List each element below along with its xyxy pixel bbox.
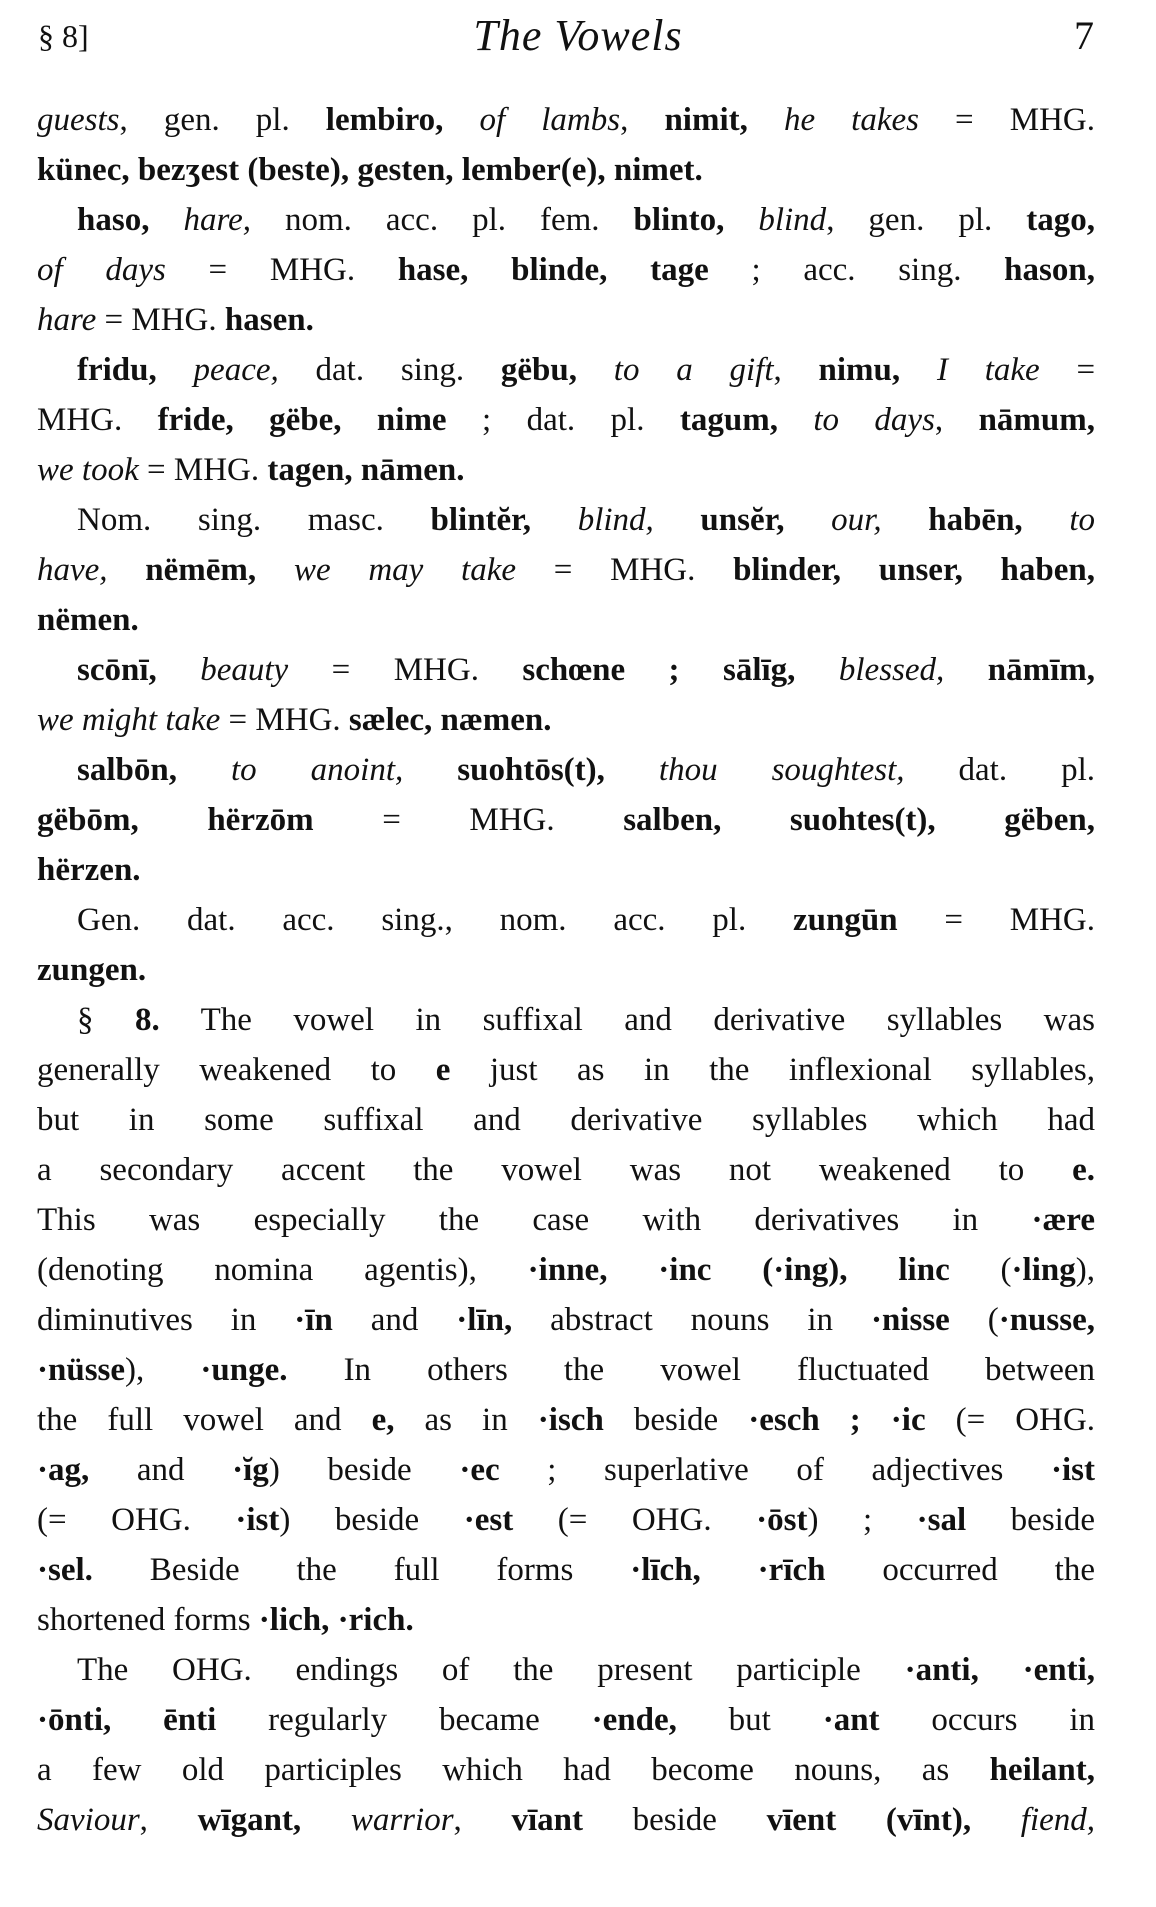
- text-line: [37, 645, 1095, 695]
- text-run: [177, 752, 231, 788]
- bold-term: ·sel.: [37, 1552, 93, 1588]
- text-run: as in: [394, 1402, 538, 1438]
- bold-term: tagen, nāmen.: [267, 452, 465, 488]
- italic-gloss: we might take: [37, 702, 221, 738]
- italic-gloss: to: [1069, 502, 1095, 538]
- text-run: [680, 652, 723, 688]
- italic-gloss: blind,: [577, 502, 654, 538]
- bold-term: unsĕr,: [700, 502, 785, 538]
- bold-term: ·est: [463, 1502, 514, 1538]
- text-run: abstract nouns in: [512, 1302, 871, 1338]
- italic-gloss: guests: [37, 102, 120, 138]
- bold-term: nimu,: [818, 352, 901, 388]
- text-line: [37, 895, 1095, 945]
- bold-term: lembiro,: [325, 102, 444, 138]
- bold-term: vīent (vīnt),: [766, 1802, 972, 1838]
- text-run: ,: [934, 402, 979, 438]
- text-run: [778, 402, 813, 438]
- italic-gloss: our,: [831, 502, 882, 538]
- italic-gloss: of days: [37, 252, 166, 288]
- text-run: ,: [620, 102, 665, 138]
- text-run: [108, 552, 146, 588]
- italic-gloss: to anoint,: [230, 752, 404, 788]
- text-run: dat. pl.: [904, 752, 1096, 788]
- text-run: = MHG.: [918, 102, 1095, 138]
- text-line: [37, 995, 1095, 1045]
- bold-term: ·lich, ·rich.: [258, 1602, 414, 1638]
- text-line: [37, 1045, 1095, 1095]
- text-run: the full vowel and: [37, 1402, 372, 1438]
- bold-term: hërzen.: [37, 852, 141, 888]
- text-run: This was especially the case with derivatives in: [37, 1202, 1032, 1238]
- bold-term: sālīg,: [723, 652, 796, 688]
- italic-gloss: to a gift: [613, 352, 774, 388]
- text-run: dat. sing.: [278, 352, 501, 388]
- text-run: ,: [453, 1802, 512, 1838]
- bold-term: ·ære: [1031, 1202, 1095, 1238]
- text-line: [37, 1545, 1095, 1595]
- text-run: but in some suffixal and derivative syllables which had: [37, 1102, 1095, 1138]
- bold-term: ·nisse: [870, 1302, 950, 1338]
- text-run: beside: [603, 1402, 749, 1438]
- italic-gloss: blind: [758, 202, 827, 238]
- text-run: [256, 552, 294, 588]
- bold-term: ·ic: [890, 1402, 926, 1438]
- text-run: [795, 652, 838, 688]
- bold-term: 8.: [134, 1002, 160, 1038]
- text-run: (= OHG.: [513, 1502, 757, 1538]
- text-run: = MHG.: [313, 802, 624, 838]
- text-run: ; dat. pl.: [446, 402, 680, 438]
- text-run: = MHG.: [288, 652, 523, 688]
- bold-term: hasen.: [224, 302, 314, 338]
- text-run: just as in the inflexional syllables,: [450, 1052, 1096, 1088]
- text-line: [37, 1495, 1095, 1545]
- bold-term: blintĕr,: [430, 502, 532, 538]
- text-line: [37, 95, 1095, 145]
- text-run: [748, 102, 784, 138]
- bold-term: ·ist: [1051, 1452, 1096, 1488]
- text-run: regularly became: [216, 1702, 592, 1738]
- text-run: beside: [582, 1802, 767, 1838]
- text-run: [785, 502, 832, 538]
- text-run: , gen. pl.: [119, 102, 326, 138]
- text-run: [301, 1802, 351, 1838]
- italic-gloss: Saviour: [37, 1802, 140, 1838]
- text-line: [37, 595, 1095, 645]
- bold-term: ·ōnti, ēnti: [37, 1702, 217, 1738]
- text-run: = MHG.: [897, 902, 1095, 938]
- text-line: [37, 1145, 1095, 1195]
- text-line: [37, 295, 1095, 345]
- bold-term: ·ĭg: [232, 1452, 269, 1488]
- text-line: [37, 1245, 1095, 1295]
- text-run: [971, 1802, 1021, 1838]
- text-run: a secondary accent the vowel was not weakened to: [37, 1152, 1073, 1188]
- bold-term: scōnī,: [77, 652, 157, 688]
- text-run: nom. acc. pl. fem.: [250, 202, 634, 238]
- bold-term: wīgant,: [197, 1802, 302, 1838]
- text-run: (= OHG.: [925, 1402, 1096, 1438]
- text-run: (: [949, 1302, 999, 1338]
- text-run: [605, 752, 659, 788]
- text-run: [900, 352, 937, 388]
- italic-gloss: hare: [37, 302, 97, 338]
- text-run: diminutives in: [37, 1302, 295, 1338]
- italic-gloss: I take: [936, 352, 1040, 388]
- text-line: [37, 1745, 1095, 1795]
- text-run: (: [949, 1252, 1012, 1288]
- text-run: shortened forms: [37, 1602, 259, 1638]
- bold-term: ·inne, ·inc (·ing), linc: [527, 1252, 950, 1288]
- bold-term: tago,: [1026, 202, 1095, 238]
- bold-term: ·unge.: [200, 1352, 288, 1388]
- bold-term: ·līch, ·rīch: [630, 1552, 826, 1588]
- bold-term: salbōn,: [77, 752, 177, 788]
- bold-term: e: [435, 1052, 451, 1088]
- text-run: [861, 1402, 891, 1438]
- bold-term: blinder, unser, haben,: [733, 552, 1096, 588]
- bold-term: ·īn: [294, 1302, 333, 1338]
- text-run: ; superlative of adjectives: [499, 1452, 1051, 1488]
- bold-term: e,: [371, 1402, 395, 1438]
- text-run: ) ;: [807, 1502, 917, 1538]
- italic-gloss: thou soughtest,: [658, 752, 905, 788]
- text-run: = MHG.: [220, 702, 349, 738]
- text-line: [37, 1595, 1095, 1645]
- text-line: [37, 945, 1095, 995]
- text-run: ) beside: [268, 1452, 460, 1488]
- text-run: ; acc. sing.: [708, 252, 1005, 288]
- bold-term: künec, bezʒest (beste), gesten, lember(e), nimet.: [37, 152, 703, 188]
- bold-term: habēn,: [928, 502, 1023, 538]
- text-line: [37, 245, 1095, 295]
- bold-term: ·ling: [1011, 1252, 1076, 1288]
- text-line: [37, 1445, 1095, 1495]
- italic-gloss: peace,: [193, 352, 279, 388]
- bold-term: tagum,: [679, 402, 778, 438]
- italic-gloss: warrior: [350, 1802, 454, 1838]
- text-line: [37, 745, 1095, 795]
- text-run: §: [77, 1002, 135, 1038]
- text-run: [944, 652, 987, 688]
- bold-term: ·līn,: [456, 1302, 513, 1338]
- text-line: [37, 845, 1095, 895]
- bold-term: nëmen.: [37, 602, 139, 638]
- italic-gloss: fiend,: [1020, 1802, 1096, 1838]
- bold-term: nāmum,: [978, 402, 1096, 438]
- text-line: [37, 545, 1095, 595]
- text-run: = MHG.: [165, 252, 398, 288]
- italic-gloss: to days: [813, 402, 935, 438]
- bold-term: gëbōm, hërzōm: [37, 802, 314, 838]
- italic-gloss: we took: [37, 452, 139, 488]
- text-run: The vowel in suffixal and derivative syllables was: [159, 1002, 1096, 1038]
- bold-term: zungūn: [793, 902, 898, 938]
- bold-term: heilant,: [989, 1752, 1095, 1788]
- bold-term: e.: [1072, 1152, 1095, 1188]
- text-line: [37, 495, 1095, 545]
- text-line: [37, 695, 1095, 745]
- bold-term: ·isch: [537, 1402, 604, 1438]
- text-run: = MHG.: [516, 552, 734, 588]
- text-run: ,: [773, 352, 819, 388]
- text-line: [37, 1295, 1095, 1345]
- text-line: [37, 445, 1095, 495]
- bold-term: fridu,: [77, 352, 157, 388]
- text-run: [1023, 502, 1070, 538]
- italic-gloss: have,: [37, 552, 108, 588]
- bold-term: ·anti, ·enti,: [904, 1652, 1095, 1688]
- bold-term: ·ec: [459, 1452, 500, 1488]
- text-run: beside: [966, 1502, 1095, 1538]
- bold-term: ·esch ;: [748, 1402, 861, 1438]
- text-run: MHG.: [37, 402, 158, 438]
- text-line: [37, 1795, 1095, 1845]
- bold-term: hase, blinde, tage: [397, 252, 709, 288]
- text-run: = MHG.: [96, 302, 225, 338]
- text-run: [882, 502, 929, 538]
- text-run: ),: [125, 1352, 201, 1388]
- text-run: The OHG. endings of the present participle: [77, 1652, 905, 1688]
- section-marker: § 8]: [38, 18, 89, 54]
- bold-term: nāmīm,: [987, 652, 1095, 688]
- bold-term: vīant: [511, 1802, 583, 1838]
- text-run: = MHG.: [138, 452, 268, 488]
- text-run: occurred the: [825, 1552, 1095, 1588]
- bold-term: zungen.: [37, 952, 147, 988]
- bold-term: fride, gëbe, nime: [157, 402, 447, 438]
- bold-term: blinto,: [633, 202, 725, 238]
- italic-gloss: beauty: [200, 652, 289, 688]
- bold-term: ·nusse,: [998, 1302, 1095, 1338]
- text-run: (denoting nomina agentis),: [37, 1252, 528, 1288]
- bold-term: ·ag,: [37, 1452, 90, 1488]
- text-run: [724, 202, 758, 238]
- bold-term: ·ant: [822, 1702, 880, 1738]
- italic-gloss: hare,: [183, 202, 251, 238]
- text-run: [157, 652, 200, 688]
- bold-term: hason,: [1004, 252, 1095, 288]
- bold-term: gëbu,: [500, 352, 577, 388]
- text-run: (= OHG.: [37, 1502, 236, 1538]
- text-line: [37, 1345, 1095, 1395]
- bold-term: suohtōs(t),: [457, 752, 605, 788]
- bold-term: sælec, næmen.: [348, 702, 552, 738]
- text-run: a few old participles which had become nouns, as: [37, 1752, 990, 1788]
- text-run: but: [676, 1702, 823, 1738]
- text-run: =: [1039, 352, 1096, 388]
- italic-gloss: we may take: [293, 552, 517, 588]
- text-run: Nom. sing. masc.: [77, 502, 431, 538]
- text-line: [37, 1695, 1095, 1745]
- bold-term: ·ende,: [591, 1702, 677, 1738]
- italic-gloss: he takes: [783, 102, 919, 138]
- text-run: ) beside: [279, 1502, 464, 1538]
- bold-term: ·sal: [916, 1502, 967, 1538]
- text-run: ,: [139, 1802, 198, 1838]
- text-run: and: [332, 1302, 457, 1338]
- text-run: [403, 752, 457, 788]
- bold-term: ·nüsse: [37, 1352, 126, 1388]
- page-number: 7: [1074, 13, 1094, 58]
- text-line: [37, 345, 1095, 395]
- text-run: [577, 352, 614, 388]
- bold-term: nëmēm,: [145, 552, 257, 588]
- text-line: [37, 145, 1095, 195]
- bold-term: schœne ;: [522, 652, 680, 688]
- text-run: Gen. dat. acc. sing., nom. acc. pl.: [77, 902, 793, 938]
- text-line: [37, 395, 1095, 445]
- body-text: [37, 95, 1095, 1845]
- italic-gloss: blessed,: [838, 652, 945, 688]
- bold-term: salben, suohtes(t), gëben,: [623, 802, 1095, 838]
- text-line: [37, 195, 1095, 245]
- text-line: [37, 1645, 1095, 1695]
- text-run: [531, 502, 578, 538]
- bold-term: nimit,: [664, 102, 748, 138]
- bold-term: ·ōst: [756, 1502, 808, 1538]
- text-run: [157, 352, 194, 388]
- italic-gloss: of lambs: [479, 102, 621, 138]
- running-title: The Vowels: [473, 11, 683, 60]
- text-run: [654, 502, 701, 538]
- bold-term: ·ist: [235, 1502, 280, 1538]
- bold-term: haso,: [77, 202, 150, 238]
- text-run: Beside the full forms: [92, 1552, 631, 1588]
- text-run: occurs in: [879, 1702, 1095, 1738]
- text-run: generally weakened to: [37, 1052, 436, 1088]
- text-line: [37, 1395, 1095, 1445]
- text-run: ),: [1075, 1252, 1095, 1288]
- text-run: In others the vowel fluctuated between: [287, 1352, 1095, 1388]
- text-run: , gen. pl.: [826, 202, 1027, 238]
- text-run: and: [89, 1452, 233, 1488]
- text-line: [37, 1195, 1095, 1245]
- text-line: [37, 795, 1095, 845]
- text-line: [37, 1095, 1095, 1145]
- text-run: [443, 102, 479, 138]
- text-run: [149, 202, 183, 238]
